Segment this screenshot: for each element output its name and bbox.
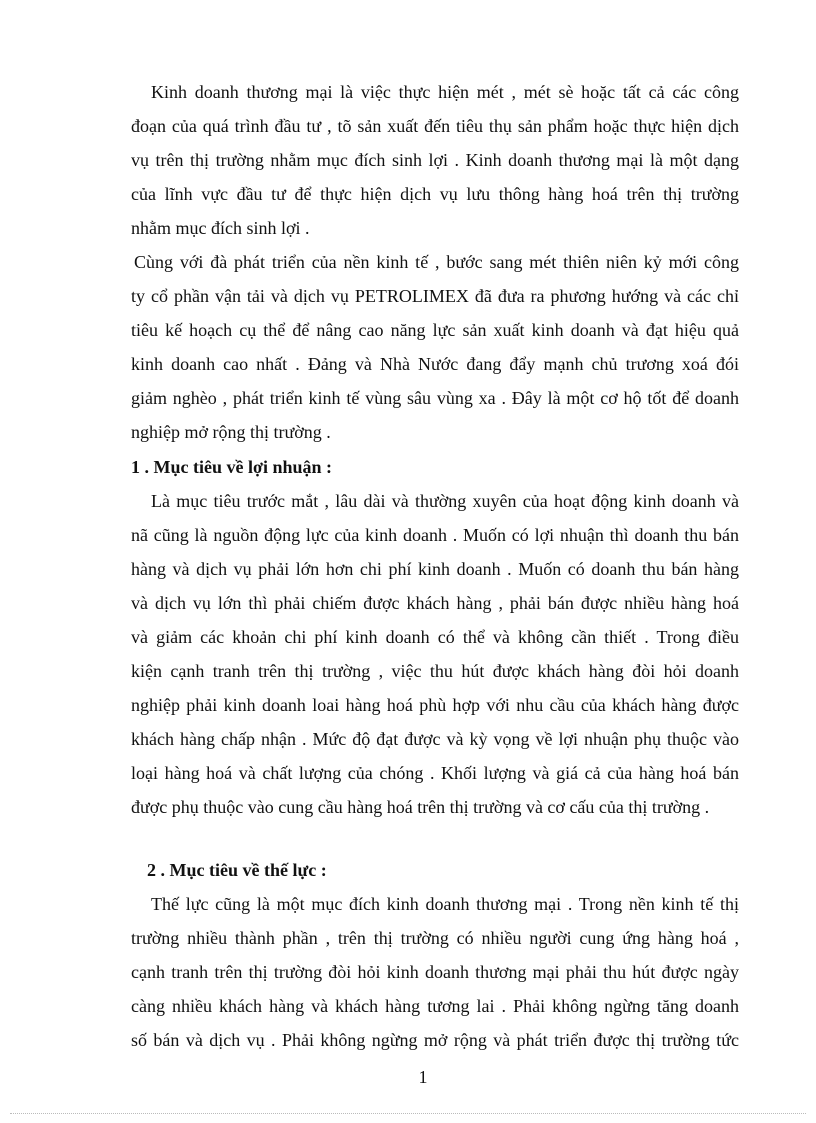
paragraph-2-line: nghiệp mở rộng thị trường . (131, 422, 331, 442)
section-heading-profit: 1 . Mục tiêu về lợi nhuận : (131, 457, 332, 477)
paragraph-2-line: giảm nghèo , phát triển kinh tế vùng sâu vùng xa . Đây là một cơ hộ tốt để doanh (131, 388, 739, 408)
paragraph-3-line: và giảm các khoản chi phí kinh doanh có thể và không cần thiết . Trong điều (131, 627, 739, 647)
paragraph-2-line: tiêu kế hoạch cụ thể để nâng cao năng lực sản xuất kinh doanh và đạt hiệu quả (131, 320, 739, 340)
paragraph-4-line: cạnh tranh trên thị trường đòi hỏi kinh doanh thương mại phải thu hút được ngày (131, 962, 739, 982)
paragraph-3-line: khách hàng chấp nhận . Mức độ đạt được và kỳ vọng về lợi nhuận phụ thuộc vào (131, 729, 739, 749)
paragraph-3-line: được phụ thuộc vào cung cầu hàng hoá trên thị trường và cơ cấu của thị trường . (131, 797, 710, 817)
paragraph-3-line: Là mục tiêu trước mắt , lâu dài và thường xuyên của hoạt động kinh doanh và (151, 491, 739, 511)
page-number: 1 (418, 1067, 428, 1087)
paragraph-1-line: vụ trên thị trường nhằm mục đích sinh lợi . Kinh doanh thương mại là một dạng (131, 150, 739, 170)
paragraph-3-line: kiện cạnh tranh trên thị trường , việc thu hút được khách hàng đòi hỏi doanh (131, 661, 739, 681)
paragraph-3-line: nghiệp phải kinh doanh loai hàng hoá phù hợp với nhu cầu của khách hàng được (131, 695, 739, 715)
paragraph-2-line: kinh doanh cao nhất . Đảng và Nhà Nước đang đẩy mạnh chủ trương xoá đói (131, 354, 739, 374)
paragraph-3-line: hàng và dịch vụ phải lớn hơn chi phí kinh doanh . Muốn có doanh thu bán hàng (131, 559, 739, 579)
paragraph-4-line: số bán và dịch vụ . Phải không ngừng mở rộng và phát triển được thị trường tức (131, 1030, 739, 1050)
paragraph-2-line: ty cổ phần vận tải và dịch vụ PETROLIMEX đã đưa ra phương hướng và các chỉ (131, 286, 739, 306)
paragraph-4-line: trường nhiều thành phần , trên thị trường có nhiều người cung ứng hàng hoá , (131, 928, 739, 948)
paragraph-1-line: nhằm mục đích sinh lợi . (131, 218, 310, 238)
paragraph-4-line: Thế lực cũng là một mục đích kinh doanh thương mại . Trong nền kinh tế thị (151, 894, 739, 914)
paragraph-1-line: đoạn của quá trình đầu tư , tõ sản xuất đến tiêu thụ sản phẩm hoặc thực hiện dịch (131, 116, 739, 136)
paragraph-3-line: loại hàng hoá và chất lượng của chóng . Khối lượng và giá cả của hàng hoá bán (131, 763, 739, 783)
section-heading-power: 2 . Mục tiêu về thế lực : (147, 860, 327, 880)
paragraph-1-line: của lĩnh vực đầu tư để thực hiện dịch vụ lưu thông hàng hoá trên thị trường (131, 184, 739, 204)
paragraph-2-line: Cùng với đà phát triển của nền kinh tế , bước sang mét thiên niên kỷ mới công (134, 252, 739, 272)
paragraph-3-line: nã cũng là nguồn động lực của kinh doanh . Muốn có lợi nhuận thì doanh thu bán (131, 525, 739, 545)
paragraph-3-line: và dịch vụ lớn thì phải chiếm được khách hàng , phải bán được nhiều hàng hoá (131, 593, 739, 613)
paragraph-4-line: càng nhiều khách hàng và khách hàng tương lai . Phải không ngừng tăng doanh (131, 996, 739, 1016)
page-bottom-divider (10, 1113, 806, 1114)
paragraph-1-line: Kinh doanh thương mại là việc thực hiện mét , mét sè hoặc tất cả các công (151, 82, 739, 102)
